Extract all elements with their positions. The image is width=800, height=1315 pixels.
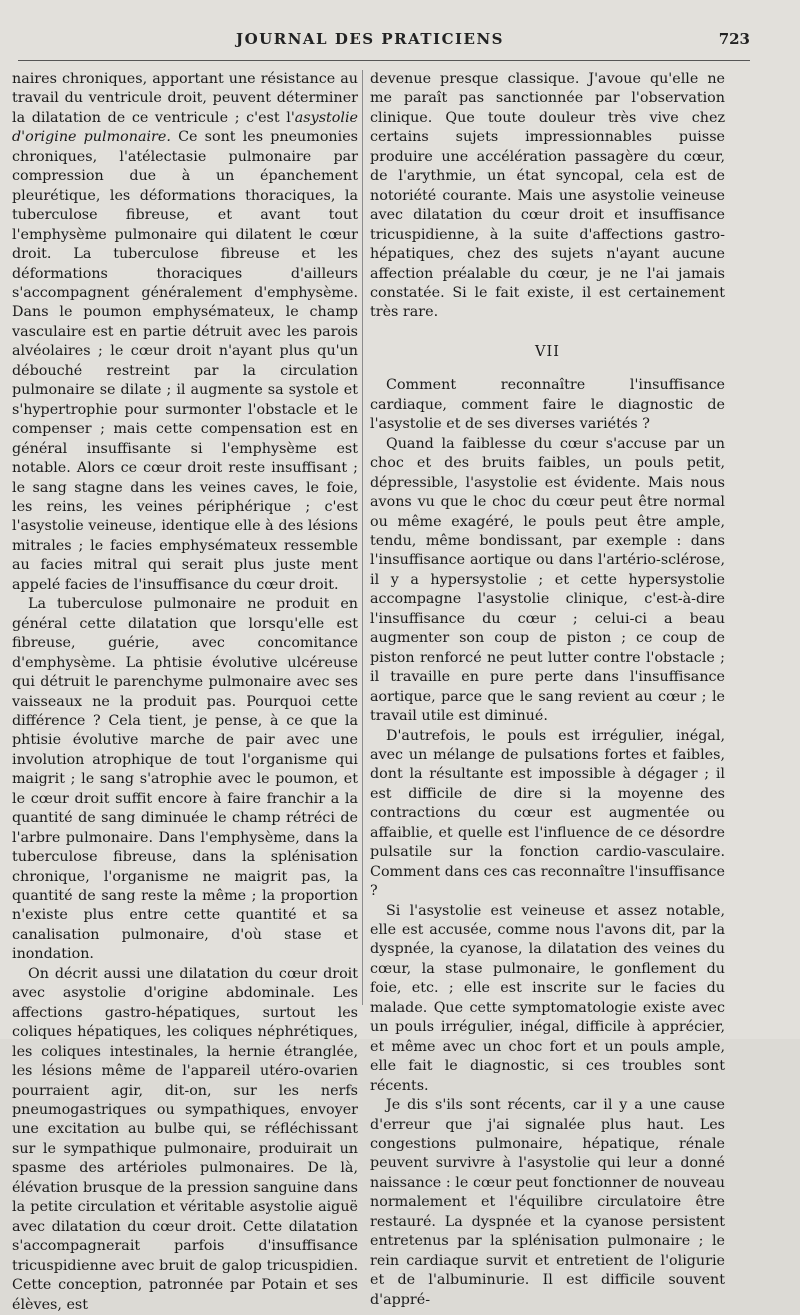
right-paragraph-3: Quand la faiblesse du cœur s'accuse par un choc et des bruits faibles, un pouls petit, dépressible, l'asystolie est évidente. Mais nous avons vu que le choc du cœur peut être normal ou même exagéré, le pouls peut être ample, tendu, même bondissant, par exemple : dans l'insuffisance aortique ou dans l'artério-sclérose, il y a hypersystolie ; et cette hypersystolie accompagne l'asystolie clinique, c'est-à-dire l'insuffisance du cœur ; celui-ci a beau augmenter son coup de piston ; ce coup de piston renforcé ne peut lutter contre l'obstacle ; il travaille en pure perte dans l'insuffisance aortique, parce que le sang revient au cœur ; le travail utile est diminué. — [370, 435, 725, 725]
left-p1-text-b: Ce sont les pneumonies chroniques, l'atélectasie pulmonaire par compression due à un épanchement pleurétique, les déformations thoraciques, la tuberculose fibreuse, et avant tout l'emphysème pulmonaire qui dilatent le cœur droit. La tuberculose fibreuse et les déformations thoraciques d'ailleurs s'accompagnent généralement d'emphysème. Dans le poumon emphysémateux, le champ vasculaire est en partie détruit avec les parois alvéolaires ; le cœur droit n'ayant plus qu'un débouché restreint par la circulation pulmonaire se dilate ; il augmente sa systole et s'hypertrophie pour surmonter l'obstacle et le compenser ; mais cette compensation est en général insuffisante si l'emphysème est notable. Alors ce cœur droit reste insuffisant ; le sang stagne dans les veines caves, le foie, les reins, les veines périphérique ; c'est l'asystolie veineuse, identique elle à des lésions mitrales ; le facies emphysémateux ressemble au facies mitral qui serait plus juste ment appelé facies de l'insuffisance du cœur droit. — [12, 129, 358, 593]
section-heading: VII — [535, 343, 560, 360]
right-paragraph-6: Je dis s'ils sont récents, car il y a une cause d'erreur que j'ai signalée plus haut. Les congestions pulmonaire, hépatique, rénale peuvent survivre à l'asystolie qui leur a donné naissance : le cœur peut fonctionner de nouveau normalement et l'équilibre circulatoire être restauré. La dyspnée et la cyanose persistent entretenus par la splénisation pulmonaire ; le rein cardiaque survit et entretient de l'oligurie et de l'albuminurie. Il est difficile souvent d'appré- — [370, 1097, 725, 1308]
journal-title: JOURNAL DES PRATICIENS — [236, 30, 504, 48]
column-divider — [362, 70, 363, 1005]
left-paragraph-1 — [12, 70, 358, 595]
left-p1-text-a: naires chroniques, apportant une résistance au travail du ventricule droit, peuvent déterminer la dilatation de ce ventricule ; c'est l' — [12, 71, 358, 126]
page-header — [0, 30, 800, 52]
header-rule — [18, 60, 750, 61]
left-column — [12, 70, 358, 1315]
right-paragraph-5: Si l'asystolie est veineuse et assez notable, elle est accusée, comme nous l'avons dit, par la dyspnée, la cyanose, la dilatation des veines du cœur, la stase pulmonaire, le gonflement du foie, etc. ; elle est inscrite sur le facies du malade. Que cette symptomatologie existe avec un pouls irrégulier, inégal, difficile à apprécier, et même avec un choc fort et un pouls ample, elle fait le diagnostic, si ces troubles sont récents. — [370, 902, 725, 1094]
right-paragraph-1: devenue presque classique. J'avoue qu'elle ne me paraît pas sanctionnée par l'observation clinique. Que toute douleur très vive chez certains sujets impressionnables puisse produire une accélération passagère du cœur, de l'arythmie, un état syncopal, cela est de notoriété courante. Mais une asystolie veineuse avec dilatation du cœur droit et insuffisance tricuspidienne, à la suite d'affections gastro-hépatiques, chez des sujets n'ayant aucune affection préalable du cœur, je ne l'ai jamais constatée. Si le fait existe, il est certainement très rare. — [370, 71, 725, 321]
left-paragraph-3: On décrit aussi une dilatation du cœur droit avec asystolie d'origine abdominale. Les affections gastro-hépatiques, surtout les coliques hépatiques, les coliques néphrétiques, les coliques intestinales, la hernie étranglée, les lésions même de l'appareil utéro-ovarien pourraient agir, dit-on, sur les nerfs pneumogastriques ou sympathiques, envoyer une excitation au bulbe qui, se réfléchissant sur le sympathique pulmonaire, produirait un spasme des artérioles pulmonaires. De là, élévation brusque de la pression sanguine dans la petite circulation et véritable asystolie aiguë avec dilatation du cœur droit. Cette dilatation s'accompagnerait parfois d'insuffisance tricuspidienne avec bruit de galop tricuspidien. Cette conception, patronnée par Potain et ses élèves, est — [12, 965, 358, 1313]
right-paragraph-2: Comment reconnaître l'insuffisance cardiaque, comment faire le diagnostic de l'asystolie et de ses diverses variétés ? — [370, 377, 725, 433]
page-number: 723 — [718, 30, 750, 48]
right-column — [370, 70, 725, 1310]
left-p1-italic: asystolie d'origine pulmonaire. — [12, 109, 358, 146]
left-paragraph-2: La tuberculose pulmonaire ne produit en général cette dilatation que lorsqu'elle est fibreuse, guérie, avec concomitance d'emphysème. La phtisie évolutive ulcéreuse qui détruit le parenchyme pulmonaire avec ses vaisseaux ne la produit pas. Pourquoi cette différence ? Cela tient, je pense, à ce que la phtisie évolutive marche de pair avec une involution atrophique de tout l'organisme qui maigrit ; le sang s'atrophie avec le poumon, et le cœur droit suffit encore à faire franchir a la quantité de sang diminuée le champ rétréci de l'arbre pulmonaire. Dans l'emphysème, dans la tuberculose fibreuse, dans la splénisation chronique, l'organisme ne maigrit pas, la quantité de sang reste la même ; la proportion n'existe plus entre cette quantité et sa canalisation pulmonaire, d'où stase et inondation. — [12, 596, 358, 963]
right-paragraph-4: D'autrefois, le pouls est irrégulier, inégal, avec un mélange de pulsations fortes et faibles, dont la résultante est impossible à dégager ; il est difficile de dire si la moyenne des contractions du cœur est augmentée ou affaiblie, et quelle est l'influence de ce désordre pulsatile sur la fonction cardio-vasculaire. Comment dans ces cas reconnaître l'insuffisance ? — [370, 727, 725, 900]
